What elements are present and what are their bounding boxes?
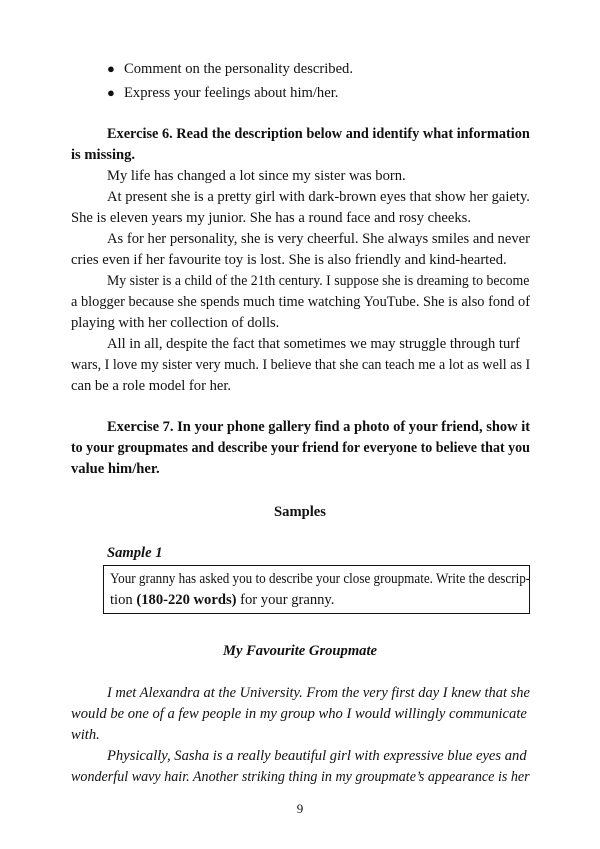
essay-line: Physically, Sasha is a really beautiful girl with expressive blue eyes and (107, 748, 527, 764)
paragraph-line: playing with her collection of dolls. (71, 315, 280, 331)
exercise-6-heading: Exercise 6. Read the description below and identify what information (107, 126, 530, 142)
exercise-7-heading: value him/her. (71, 461, 160, 477)
paragraph-line: wars, I love my sister very much. I believe that she can teach me a lot as well as I (71, 357, 531, 373)
exercise-7-heading: to your groupmates and describe your friend for everyone to believe that you (71, 440, 530, 456)
bullet-item: Express your feelings about him/her. (124, 85, 339, 101)
essay-title: My Favourite Groupmate (222, 643, 378, 659)
essay-line: would be one of a few people in my group who I would willingly communicate (71, 706, 527, 722)
paragraph-line: At present she is a pretty girl with dark-brown eyes that show her gaiety. (107, 189, 530, 205)
paragraph-line: My sister is a child of the 21th century. I suppose she is dreaming to become (107, 273, 530, 289)
paragraph-line: She is eleven years my junior. She has a round face and rosy cheeks. (71, 210, 471, 226)
essay-line: with. (71, 727, 100, 743)
task-box-line: tion (180-220 words) for your granny. (110, 592, 335, 608)
paragraph-line: My life has changed a lot since my sister was born. (107, 168, 406, 184)
paragraph-line: As for her personality, she is very cheerful. She always smiles and never (107, 231, 530, 247)
samples-title: Samples (274, 504, 326, 520)
page-number: 9 (296, 801, 304, 816)
exercise-7-heading: Exercise 7. In your phone gallery find a photo of your friend, show it (107, 419, 531, 435)
word-count: (180-220 words) (136, 592, 237, 608)
task-box-line: Your granny has asked you to describe your close groupmate. Write the descrip- (110, 571, 531, 587)
paragraph-line: can be a role model for her. (71, 378, 232, 394)
bullet-icon: ● (107, 61, 115, 76)
paragraph-line: cries even if her favourite toy is lost. She is also friendly and kind-hearted. (71, 252, 507, 268)
essay-line: wonderful wavy hair. Another striking thing in my groupmate’s appearance is her (71, 769, 530, 785)
bullet-item: Comment on the personality described. (124, 61, 353, 77)
paragraph-line: a blogger because she spends much time watching YouTube. She is also fond of (71, 294, 531, 310)
exercise-6-heading: is missing. (71, 147, 136, 163)
essay-line: I met Alexandra at the University. From the very first day I knew that she (107, 685, 530, 701)
sample-1-label: Sample 1 (107, 545, 163, 561)
paragraph-line: All in all, despite the fact that sometimes we may struggle through turf (107, 336, 520, 352)
bullet-icon: ● (107, 85, 115, 100)
